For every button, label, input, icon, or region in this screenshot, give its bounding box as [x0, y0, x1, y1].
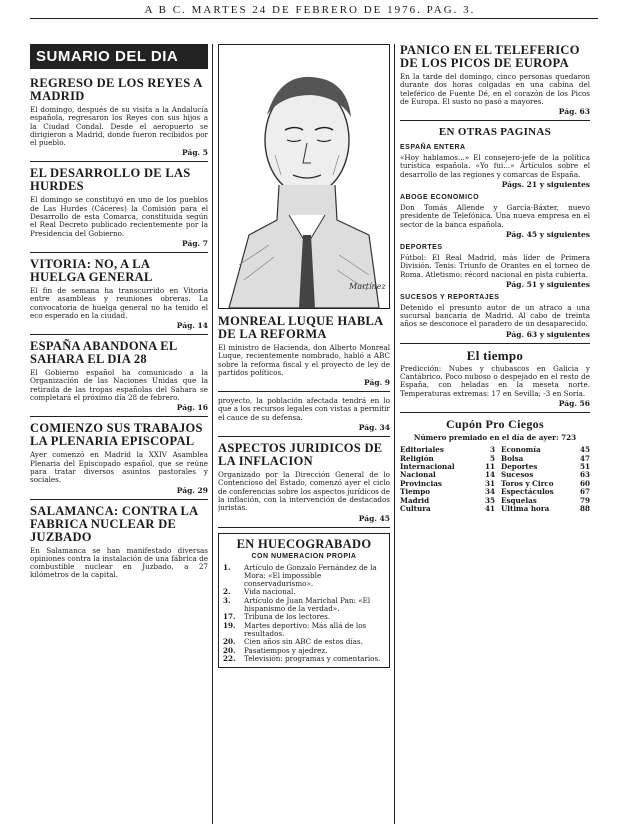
column-divider: [394, 44, 395, 824]
item-number: 1.: [223, 562, 231, 572]
article-title: SALAMANCA: CONTRA LA FABRICA NUCLEAR DE JUZBADO: [30, 503, 198, 544]
index-page: 14: [484, 470, 495, 480]
index-page: 34: [484, 487, 495, 497]
index-label: Editoriales: [400, 445, 444, 455]
index-page: 5: [489, 453, 495, 463]
otras-paginas: [400, 126, 590, 344]
index-page: 3: [489, 445, 495, 455]
index-label: Bolsa: [501, 453, 524, 463]
column-divider: [212, 44, 213, 824]
column-summary: [30, 44, 208, 834]
index-page: 35: [484, 495, 495, 505]
article-title: PANICO EN EL TELEFERICO DE LOS PICOS DE EUROPA: [400, 44, 580, 70]
article-text: El Gobierno español ha comunicado a la Organización de las Naciones Unidas que la retirada de las tropas españolas del Sahara se completará el próximo día 28 de febrero.: [30, 368, 208, 403]
section-text: Don Tomás Allende y García-Báxter, nuevo presidente de Telefónica. Una nueva empresa en el sector de la banca española.: [400, 203, 590, 229]
page-ref: Pág. 51 y siguientes: [505, 279, 590, 289]
huecograbado-subtitle: CON NUMERACION PROPIA: [251, 552, 357, 560]
tiempo-title: El tiempo: [466, 347, 524, 363]
index-label: Economía: [501, 445, 541, 455]
item-number: 2.: [223, 587, 231, 597]
summary-article: [30, 340, 208, 417]
column-right: [400, 44, 590, 834]
section-head: ESPAÑA ENTERA: [400, 144, 466, 152]
article-text: Organizado por la Dirección General de lo Contencioso del Estado, comenzó ayer el ciclo de conferencias sobre los aspectos jurídicos de la inflación, con la intervención de destacados juristas.: [218, 470, 390, 513]
index-page: 11: [484, 462, 495, 472]
index-page: 88: [579, 504, 590, 514]
index-page: 63: [579, 470, 590, 480]
article-title: EL DESARROLLO DE LAS HURDES: [30, 166, 191, 194]
huecograbado-item: [223, 655, 385, 663]
index-page: 31: [484, 478, 495, 488]
article-title: MONREAL LUQUE HABLA DE LA REFORMA: [218, 314, 383, 341]
column-center: [218, 44, 390, 834]
page-ref: Pág. 56: [558, 398, 590, 408]
huecograbado-box: [218, 533, 390, 669]
page-ref: Pág. 63 y siguientes: [505, 329, 590, 339]
page-ref: Pág. 9: [364, 378, 390, 388]
index-label: Toros y Circo: [501, 478, 554, 488]
article-title: COMIENZO SUS TRABAJOS LA PLENARIA EPISCOPAL: [30, 421, 203, 449]
item-text: Martes deportivo: Más allá de los resultados.: [244, 620, 367, 638]
index-page: 67: [579, 487, 590, 497]
index-label: Sucesos: [501, 470, 534, 480]
article-text: En la tarde del domingo, cinco personas quedaron durante dos horas colgadas en una cabina del teleférico de Fuente Dé, en el corazón de los Picos de Europa. El susto no pasó a mayores.: [400, 72, 590, 106]
index-label: Cultura: [400, 504, 431, 514]
page-ref: Pág. 34: [358, 423, 390, 433]
article-text: El ministro de Hacienda, don Alberto Monreal Luque, recientemente nombrado, habló a ABC sobre la reforma fiscal y el proyecto de ley de partidos políticos.: [218, 343, 390, 377]
index-label: Religión: [400, 453, 434, 463]
item-text: Televisión: programas y comentarios.: [244, 653, 381, 663]
article-teleferico: [400, 44, 590, 121]
tiempo-box: [400, 349, 590, 413]
page-ref: Pág. 63: [558, 107, 590, 117]
huecograbado-item: [223, 622, 385, 639]
article-title: ESPAÑA ABANDONA EL SAHARA EL DIA 28: [30, 339, 177, 367]
index-label: Provincias: [400, 478, 442, 488]
index-label: Nacional: [400, 470, 436, 480]
portrait-drawing: [219, 45, 389, 308]
article-text: En Salamanca se han manifestado diversas opiniones contra la instalación de una fábrica de combustible nuclear en Juzbado, a 27 kilómetros de la capital.: [30, 545, 208, 580]
index-page: 41: [484, 504, 495, 514]
index-page: 51: [579, 462, 590, 472]
article-title: VITORIA: NO, A LA HUELGA GENERAL: [30, 256, 153, 284]
tiempo-text: Predicción: Nubes y chubascos en Galicia y Cantábrico. Poco nuboso o despejado en el resto de España, con heladas en la meseta norte. Temperaturas extremas: 17 en Sevilla; -3 en Soria.: [400, 363, 590, 398]
article-text: proyecto, la población afectada tendrá en lo que a los recursos legales con vistas a permitir el cauce de su defensa.: [218, 396, 390, 422]
index-label: Tiempo: [400, 487, 431, 497]
item-number: 17.: [223, 612, 236, 622]
huecograbado-item: [223, 597, 385, 614]
page-ref: Pág. 45: [358, 513, 390, 523]
index-label: Internacional: [400, 462, 455, 472]
item-text: Artículo de Gonzalo Fernández de la Mora: «El impossible conservadurismo».: [244, 562, 377, 589]
section-text: «Hoy hablamos...» El consejero-jefe de la política turística española. «Yo fui...» Artículos sobre el desarrollo de las regiones y comarcas de España.: [400, 153, 590, 179]
masthead-rule: [30, 18, 598, 19]
page-ref: Págs. 21 y siguientes: [501, 180, 590, 190]
section-text: Fútbol: El Real Madrid, más líder de Primera División. Tenis: Triunfo de Orantes en el torneo de Roma. Atletismo: récord nacional en pista cubierta.: [400, 252, 590, 279]
article-title: ASPECTOS JURIDICOS DE LA INFLACION: [218, 441, 383, 469]
index-page: 47: [579, 453, 590, 463]
index-label: Ultima hora: [501, 504, 550, 514]
cupon-text: Número premiado en el día de ayer: 723: [413, 432, 577, 442]
article-text: El domingo, después de su visita a la Andalucía española, regresaron los Reyes con sus hijos a la Ciudad Condal. Desde el aeropuerto se dirigieron a Madrid, donde fueron recibidos por el pueblo.: [30, 105, 208, 148]
article-inflacion: [218, 442, 390, 527]
section-head: SUCESOS Y REPORTAJES: [400, 293, 500, 301]
huecograbado-title: EN HUECOGRABADO: [236, 536, 372, 551]
item-text: Artículo de Juan Marichal Pan: «El hispanismo de la verdad».: [244, 595, 371, 614]
item-number: 3.: [223, 595, 231, 605]
huecograbado-item: [223, 564, 385, 589]
page-ref: Pág. 45 y siguientes: [505, 229, 590, 239]
item-number: 19.: [223, 620, 236, 630]
index-label: Deportes: [501, 462, 538, 472]
item-number: 22.: [223, 653, 236, 663]
summary-article: [30, 77, 208, 162]
article-text: Ayer comenzó en Madrid la XXIV Asamblea Plenaria del Episcopado español, que se reúne para tratar diversos asuntos pastorales y sociales.: [30, 450, 208, 485]
cupon-title: Cupón Pro Ciegos: [446, 416, 544, 431]
section-index: [400, 446, 590, 513]
item-text: Tribuna de los lectores.: [244, 612, 331, 622]
index-page: 79: [579, 495, 590, 505]
masthead: A B C. MARTES 24 DE FEBRERO DE 1976. PAG. 3.: [144, 4, 476, 16]
summary-article: [30, 258, 208, 335]
item-text: Cien años sin ABC de estos días.: [244, 637, 363, 647]
artist-signature: Martínez: [349, 282, 386, 291]
summary-article: [30, 422, 208, 499]
index-label: Esquelas: [501, 495, 537, 505]
cupon-box: [400, 418, 590, 514]
index-page: 60: [579, 478, 590, 488]
section-head: ABOGE ECONOMICO: [400, 194, 480, 202]
section-text: Detenido el presunto autor de un atraco a una sucursal bancaria de Madrid. Al cabo de treinta años se desconoce el paradero de un desaparecido.: [400, 302, 590, 329]
article-text: El fin de semana ha transcurrido en Vitoria entre asambleas y reuniones obreras. La convocatoria de huelga general no ha tenido el eco esperado en la ciudad.: [30, 285, 208, 320]
item-number: 20.: [223, 645, 236, 655]
index-label: Madrid: [400, 495, 430, 505]
item-number: 20.: [223, 637, 236, 647]
page-ref: Pág. 5: [182, 148, 208, 158]
index-page: 45: [579, 445, 590, 455]
page-ref: Pág. 7: [182, 238, 208, 248]
page-ref: Pág. 16: [176, 403, 208, 413]
item-text: Pasatiempos y ajedrez.: [244, 645, 328, 655]
article-continuation: [218, 397, 390, 437]
article-title: REGRESO DE LOS REYES A MADRID: [30, 76, 202, 103]
otras-title: EN OTRAS PAGINAS: [438, 126, 552, 139]
page-ref: Pág. 29: [176, 485, 208, 495]
article-text: El domingo se constituyó en uno de los pueblos de Las Hurdes (Cáceres) la Comisión para el Desarrollo de esta Comarca, constituida según el Real Decreto publicado recientemente por la Presidencia del Gobierno.: [30, 195, 208, 238]
portrait-illustration: [218, 44, 390, 309]
summary-article: [30, 167, 208, 252]
index-label: Espectáculos: [501, 487, 554, 497]
summary-article: [30, 505, 208, 584]
section-head: DEPORTES: [400, 243, 443, 251]
sumario-banner: SUMARIO DEL DIA: [30, 44, 208, 69]
page-ref: Pág. 14: [176, 321, 208, 331]
item-text: Vida nacional.: [244, 587, 296, 597]
article-monreal: [218, 315, 390, 392]
